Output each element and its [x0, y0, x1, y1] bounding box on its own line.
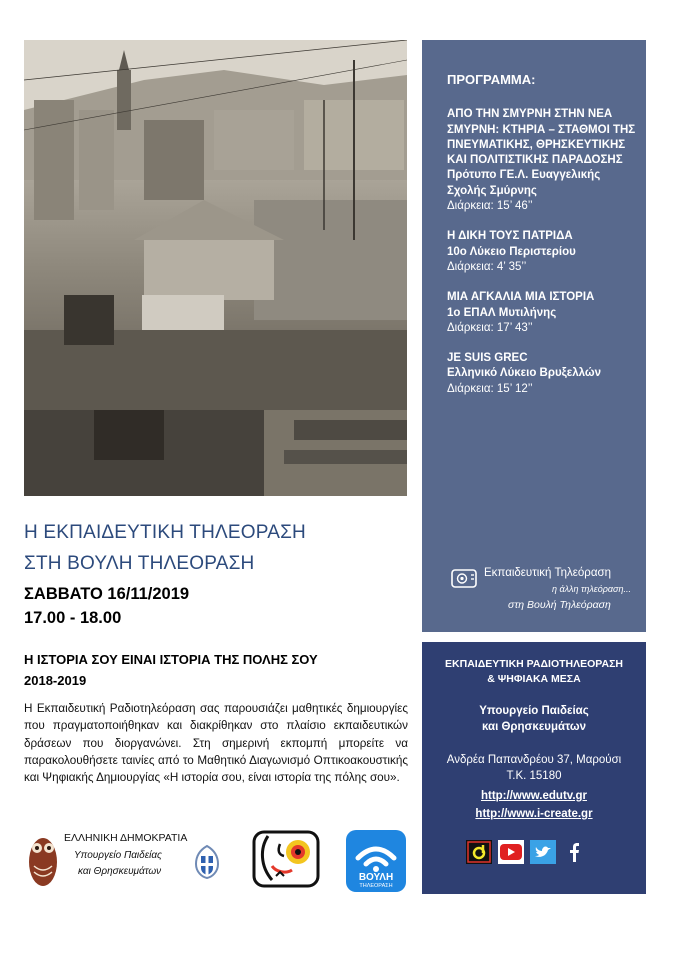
- program-item-title: JE SUIS GREC: [447, 352, 528, 365]
- republic-label: ΕΛΛΗΝΙΚΗ ΔΗΜΟΚΡΑΤΙΑ: [64, 832, 188, 844]
- brand-name: Εκπαιδευτική Τηλεόραση: [484, 567, 611, 579]
- owl-logo: [26, 828, 60, 892]
- contact-panel: [422, 642, 646, 894]
- program-item: [447, 290, 637, 336]
- ministry-line-2: και Θρησκευμάτων: [481, 720, 587, 733]
- description-text: Η Εκπαιδευτική Ραδιοτηλεόραση σας παρουσιάζει μαθητικές δημιουργίες που πραγματοποιήθηκαν και διακρίθηκαν στο πλαίσιο εκπαιδευτικών δράσεων που διοργανώνει. Στη σημερινή εκπομπή μπορείτε να παρακολουθήσετε ταινίες από το Μαθητικό Διαγωνισμό Οπτικοακουστικής και Ψηφιακής Δημιουργίας «Η ιστορία σου, είναι ιστορία της πόλης σου».: [24, 702, 408, 785]
- ministry-name: [422, 704, 646, 735]
- broadcast-date: ΣΑΒΒΑΤΟ 16/11/2019: [24, 585, 190, 603]
- ministry-logo-line-2: και Θρησκευμάτων: [78, 866, 162, 877]
- program-item-school: Πρότυπο ΓΕ.Λ. Ευαγγελικής Σχολής Σμύρνης: [447, 169, 601, 197]
- edutv-brand: [448, 565, 636, 611]
- icreate-link[interactable]: http://www.i-create.gr: [475, 808, 593, 820]
- ministry-logo-line-1: Υπουργείο Παιδείας: [74, 850, 162, 861]
- broadcast-time: 17.00 - 18.00: [24, 609, 122, 627]
- org-line-2: & ΨΗΦΙΑΚΑ ΜΕΣΑ: [487, 673, 581, 685]
- program-item-duration: Διάρκεια: 4’ 35’’: [447, 260, 527, 273]
- program-item-school: Ελληνικό Λύκειο Βρυξελλών: [447, 367, 602, 380]
- brand-tagline: η άλλη τηλεόραση...: [552, 584, 631, 594]
- address: [422, 752, 646, 784]
- program-panel: [422, 40, 646, 632]
- facebook-icon[interactable]: [562, 840, 588, 864]
- program-item-duration: Διάρκεια: 17’ 43’’: [447, 321, 533, 334]
- program-item-title: ΑΠΟ ΤΗΝ ΣΜΥΡΝΗ ΣΤΗΝ ΝΕΑ ΣΜΥΡΝΗ: ΚΤΗΡΙΑ – ΣΤΑΘΜΟΙ ΤΗΣ ΠΝΕΥΜΑΤΙΚΗΣ, ΘΡΗΣΚΕΥΤΙΚΗΣ ΚΑΙ ΠΟΛΙΤΙΣΤΙΚΗΣ ΠΑΡΑΔΟΣΗΣ: [447, 108, 636, 167]
- subject-title: Η ΙΣΤΟΡΙΑ ΣΟΥ ΕΙΝΑΙ ΙΣΤΟΡΙΑ ΤΗΣ ΠΟΛΗΣ ΣΟΥ: [24, 652, 318, 667]
- address-line-1: Ανδρέα Παπανδρέου 37, Μαρούσι: [446, 754, 622, 766]
- edutv-link[interactable]: http://www.edutv.gr: [480, 790, 588, 802]
- vouli-label: ΒΟΥΛΗ: [358, 872, 394, 883]
- twitter-icon[interactable]: [530, 840, 556, 864]
- org-name: [422, 657, 646, 687]
- brand-subline: στη Βουλή Τηλεόραση: [508, 599, 611, 611]
- program-item-school: 1ο ΕΠΑΛ Μυτιλήνης: [447, 306, 557, 319]
- program-item-duration: Διάρκεια: 15’ 12’’: [447, 382, 533, 395]
- program-item-title: ΜΙΑ ΑΓΚΑΛΙΑ ΜΙΑ ΙΣΤΟΡΙΑ: [447, 291, 595, 304]
- title-line-2: ΣΤΗ ΒΟΥΛΗ ΤΗΛΕΟΡΑΣΗ: [24, 553, 255, 574]
- logo-strip: [24, 826, 408, 896]
- title-line-1: Η ΕΚΠΑΙΔΕΥΤΙΚΗ ΤΗΛΕΟΡΑΣΗ: [24, 522, 306, 543]
- program-item-duration: Διάρκεια: 15’ 46’’: [447, 200, 533, 213]
- dailymotion-icon[interactable]: [466, 840, 492, 864]
- vouli-tv-logo: [346, 830, 406, 892]
- address-line-2: Τ.Κ. 15180: [506, 770, 562, 782]
- greek-emblem: [192, 844, 222, 880]
- program-item: [447, 351, 637, 397]
- program-item-title: Η ΔΙΚΗ ΤΟΥΣ ΠΑΤΡΙΔΑ: [447, 230, 573, 243]
- tv-icon: [450, 567, 480, 591]
- face-logo: [250, 826, 326, 892]
- subject-year: 2018-2019: [24, 673, 87, 688]
- program-item: [447, 229, 637, 275]
- program-heading: ΠΡΟΓΡΑΜΜΑ:: [447, 72, 536, 87]
- program-item: [447, 107, 637, 214]
- ministry-line-1: Υπουργείο Παιδείας: [479, 705, 589, 717]
- historical-harbor-photo: [24, 40, 407, 496]
- program-item-school: 10ο Λύκειο Περιστερίου: [447, 245, 576, 258]
- vouli-sublabel: ΤΗΛΕΟΡΑΣΗ: [359, 883, 393, 889]
- youtube-icon[interactable]: [498, 840, 524, 864]
- social-icons: [466, 840, 588, 864]
- org-line-1: ΕΚΠΑΙΔΕΥΤΙΚΗ ΡΑΔΙΟΤΗΛΕΟΡΑΣΗ: [445, 658, 623, 670]
